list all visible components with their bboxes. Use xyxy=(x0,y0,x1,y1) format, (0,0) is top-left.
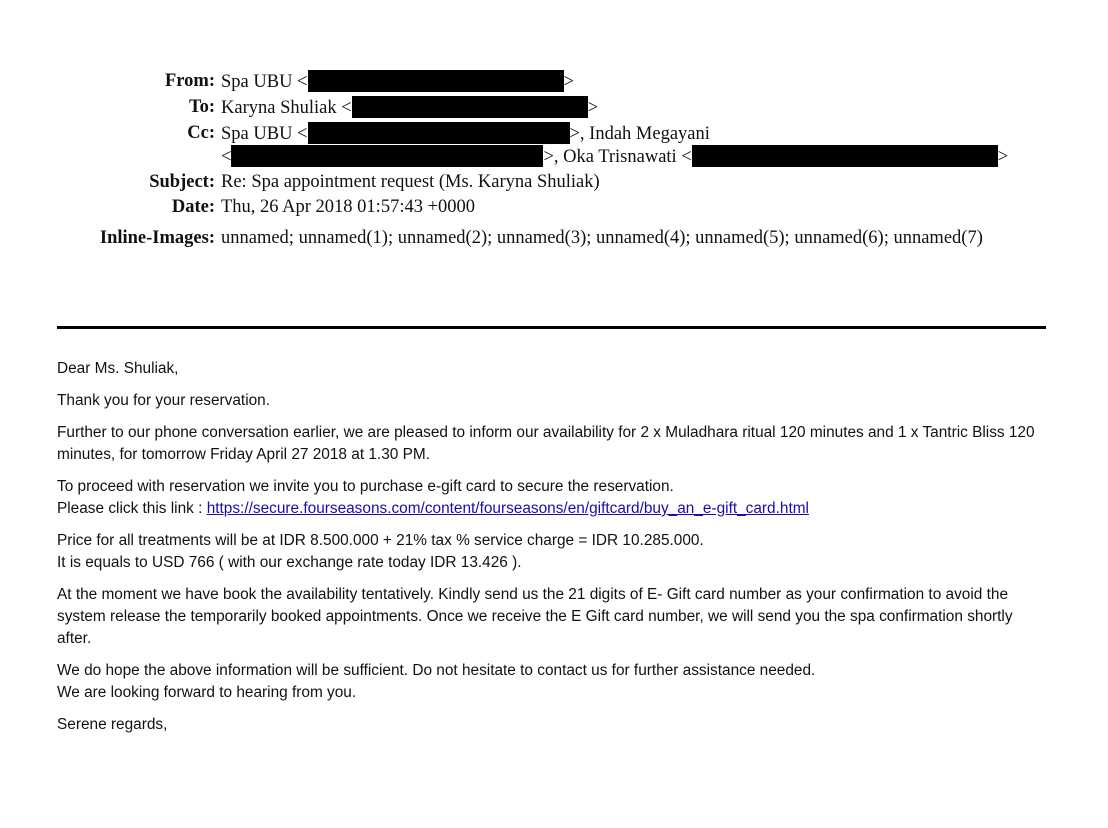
greeting: Dear Ms. Shuliak, xyxy=(57,360,179,377)
to-close: > xyxy=(587,98,599,118)
header-divider xyxy=(57,326,1046,329)
to-label: To: xyxy=(188,97,215,117)
inline-images-row xyxy=(0,227,1108,249)
redacted-from-email xyxy=(308,70,564,92)
date-value: Thu, 26 Apr 2018 01:57:43 +0000 xyxy=(221,197,476,217)
redacted-cc-email-3 xyxy=(692,145,998,167)
email-body xyxy=(57,358,1049,746)
date-row xyxy=(0,196,1108,218)
moment-paragraph: At the moment we have book the availability tentatively. Kindly send us the 21 digits of E- Gift card number as your confirmation to avoid the system release the temporarily booked appointments. Once we receive the E Gift card number, we will send you the spa confirmation shortly after. xyxy=(57,586,1013,647)
giftcard-link[interactable]: https://secure.fourseasons.com/content/fourseasons/en/giftcard/buy_an_e-gift_card.html xyxy=(206,500,809,517)
inline-images-label: Inline-Images: xyxy=(99,228,215,248)
cc-name-2: >, Indah Megayani xyxy=(569,124,710,144)
proceed-paragraph xyxy=(57,476,1049,520)
hope-line-1: We do hope the above information will be sufficient. Do not hesitate to contact us for further assistance needed. xyxy=(57,662,816,679)
subject-row xyxy=(0,171,1108,193)
from-name: Spa UBU < xyxy=(221,72,308,92)
subject-label: Subject: xyxy=(149,172,215,192)
proceed-line-1: To proceed with reservation we invite you to purchase e-gift card to secure the reservation. xyxy=(57,478,674,495)
price-paragraph xyxy=(57,530,1049,574)
inline-images-value: unnamed; unnamed(1); unnamed(2); unnamed(3); unnamed(4); unnamed(5); unnamed(6); unnamed(7) xyxy=(221,228,983,248)
cc-close-3: > xyxy=(997,147,1009,167)
email-headers xyxy=(0,70,1108,249)
cc-label: Cc: xyxy=(187,123,215,143)
redacted-cc-email-1 xyxy=(308,122,570,144)
cc-row xyxy=(0,122,1108,168)
from-label: From: xyxy=(165,71,215,91)
cc-name-1: Spa UBU < xyxy=(221,124,308,144)
date-label: Date: xyxy=(171,197,215,217)
signoff: Serene regards, xyxy=(57,716,168,733)
hope-paragraph xyxy=(57,660,1049,704)
from-row xyxy=(0,70,1108,93)
to-row xyxy=(0,96,1108,119)
from-close: > xyxy=(563,72,574,92)
redacted-cc-email-2 xyxy=(231,145,543,167)
cc-name-3: >, Oka Trisnawati < xyxy=(543,147,692,167)
availability-paragraph: Further to our phone conversation earlier, we are pleased to inform our availability for 2 x Muladhara ritual 120 minutes and 1 x Tantric Bliss 120 minutes, for tomorrow Friday April 27 2018 at 1.30 PM. xyxy=(57,424,1035,463)
price-line-1: Price for all treatments will be at IDR 8.500.000 + 21% tax % service charge = IDR 10.285.000. xyxy=(57,532,704,549)
hope-line-2: We are looking forward to hearing from you. xyxy=(57,684,357,701)
to-name: Karyna Shuliak < xyxy=(221,98,352,118)
cc-open-2: < xyxy=(221,147,232,167)
redacted-to-email xyxy=(352,96,588,118)
proceed-line-2-prefix: Please click this link : xyxy=(57,500,207,517)
price-line-2: It is equals to USD 766 ( with our exchange rate today IDR 13.426 ). xyxy=(57,554,522,571)
subject-value: Re: Spa appointment request (Ms. Karyna Shuliak) xyxy=(221,172,600,192)
thanks-paragraph: Thank you for your reservation. xyxy=(57,392,271,409)
